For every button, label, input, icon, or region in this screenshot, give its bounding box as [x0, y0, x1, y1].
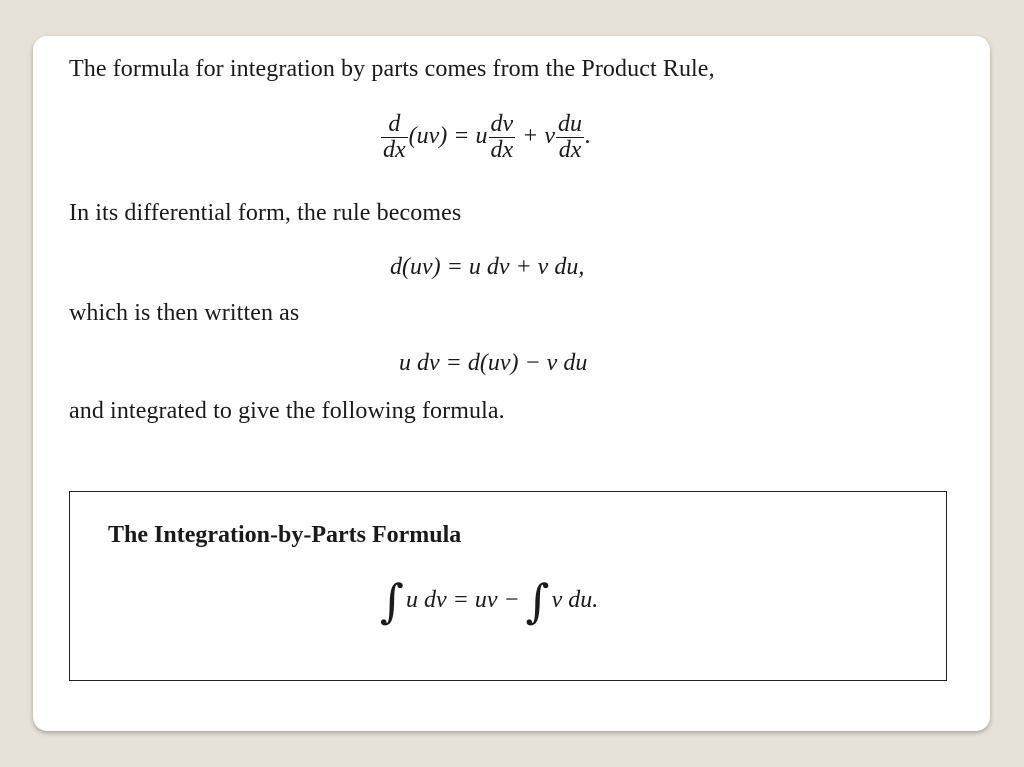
uv-term: (uv) = u: [408, 123, 488, 150]
period: .: [585, 123, 592, 150]
plus-v-term: + v: [522, 123, 556, 150]
formula-box: [69, 491, 947, 681]
dv-dx-fraction: [489, 112, 516, 163]
rewritten-form-equation: u dv = d(uv) − v du: [399, 350, 588, 376]
product-rule-equation: [380, 112, 591, 163]
integral-sign: ∫: [525, 574, 550, 628]
formula-box-title: The Integration-by-Parts Formula: [108, 522, 462, 548]
integrated-text: and integrated to give the following formula.: [69, 398, 505, 424]
fraction-denominator: dx: [558, 137, 582, 164]
formula-rhs: v du.: [551, 587, 599, 613]
fraction-numerator: dv: [490, 111, 514, 137]
differential-form-equation: d(uv) = u dv + v du,: [390, 254, 585, 280]
written-text: which is then written as: [69, 300, 300, 326]
integration-by-parts-equation: [380, 574, 598, 628]
d-dx-fraction: [381, 112, 408, 163]
slide-card: [33, 36, 990, 731]
formula-lhs: u dv = uv −: [405, 587, 520, 613]
integral-sign: ∫: [380, 574, 404, 628]
fraction-denominator: dx: [383, 137, 406, 164]
intro-text: The formula for integration by parts comes from the Product Rule,: [69, 56, 715, 82]
du-dx-fraction: [556, 112, 584, 163]
fraction-denominator: dx: [490, 137, 514, 164]
differential-text: In its differential form, the rule becomes: [69, 200, 462, 226]
fraction-numerator: d: [381, 112, 408, 138]
fraction-numerator: du: [558, 111, 583, 137]
